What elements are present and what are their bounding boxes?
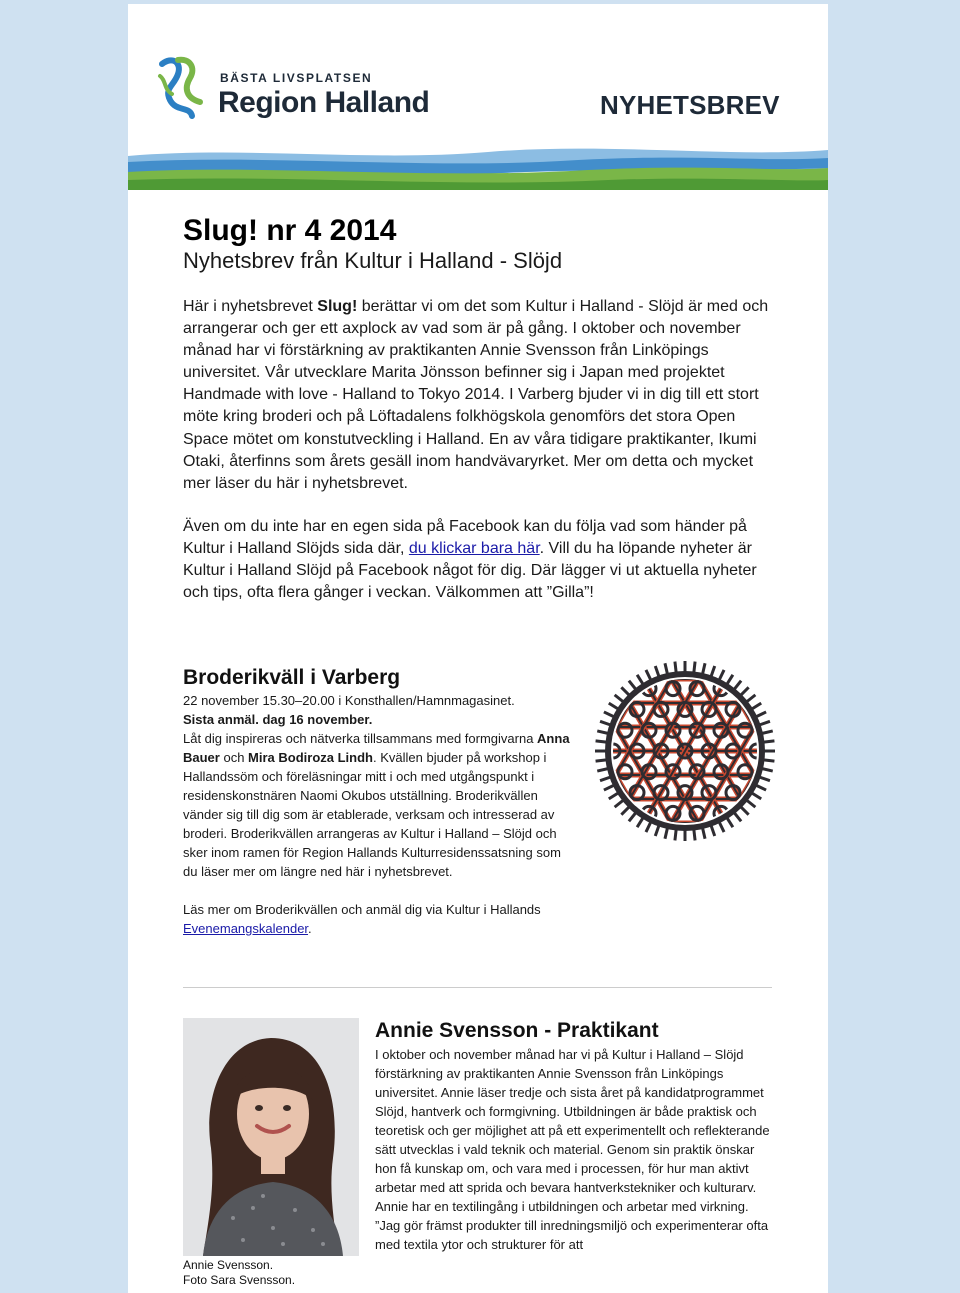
facebook-paragraph [183, 516, 783, 604]
caption-name: Annie Svensson. [183, 1258, 274, 1272]
broderi-name-mira: Mira Bodiroza Lindh [248, 750, 373, 765]
broderi-more-end: . [308, 921, 312, 936]
newsletter-page [128, 4, 828, 1293]
region-halland-logo[interactable] [156, 54, 436, 134]
annie-quote: ”Jag gör främst produkter till inredningsmiljö och experimenterar ofta med textila ytor och strukturer för att [375, 1218, 769, 1252]
annie-text [375, 1045, 775, 1254]
intro-text-rest: berättar vi om det som Kultur i Halland - Slöjd är med och arrangerar och ger ett axplock av vad som är på gång. I oktober och november månad har vi förstärkning av praktikanten Annie Svensson från Linköpings universitet. Vår utvecklare Marita Jönsson befinner sig i Japan med projektet Handmade with love - Halland to Tokyo 2014. I Varberg bjuder vi in dig till ett stort möte kring broderi och på Löftadalens folkhögskola genomförs det stora Open Space mötet om konstutveckling i Halland. En av våra tidigare praktikanter, Ikumi Otaki, återfinns som årets gesäll inom handvävaryrket. Mer om detta och mycket mer läser du här i nyhetsbrevet. [183, 298, 769, 492]
facebook-link[interactable]: du klickar bara här [408, 540, 540, 558]
annie-photo [183, 1018, 359, 1256]
broderi-and: och [219, 750, 249, 765]
caption-credit: Foto Sara Svensson. [183, 1273, 296, 1287]
newsletter-label: NYHETSBREV [600, 90, 780, 120]
broderi-body-rest: . Kvällen bjuder på workshop i Hallandssöm och föreläsningar mitt i och med utgångspunkt i residenskonstnären Naomi Okubos utställning. Broderikvällen vänder sig till dig som är etablerade, verksam och intresserad av broderi. Broderikvällen arrangeras av Kultur i Halland – Slöjd och sker inom ramen för Region Hallands Kulturresidenssatsning som du läser mer om längre ned här i nyhetsbrevet. [183, 750, 561, 879]
intro-slug-bold: Slug! [317, 298, 358, 315]
broderi-when: 22 november 15.30–20.00 i Konsthallen/Hamnmagasinet. [183, 693, 515, 708]
broderi-more-text: Läs mer om Broderikvällen och anmäl dig via Kultur i Hallands [183, 902, 541, 917]
broderi-name-anna: Anna Bauer [183, 731, 570, 765]
broderi-body [183, 729, 578, 881]
newsletter-title: Slug! nr 4 2014 [183, 214, 397, 247]
facebook-text-start: Även om du inte har en egen sida på Facebook kan du följa vad som händer på Kultur i Halland Slöjds sida där, [183, 518, 747, 558]
broderi-title: Broderikväll i Varberg [183, 666, 401, 689]
annie-title: Annie Svensson - Praktikant [375, 1019, 659, 1042]
broderi-body-start: Låt dig inspireras och nätverka tillsammans med formgivarna [183, 731, 538, 746]
intro-paragraph [183, 296, 783, 495]
facebook-text-rest: . Vill du ha löpande nyheter är Kultur i Halland Slöjd på Facebook något för dig. Där lägger vi ut aktuella nyheter och tips, ofta flera gånger i veckan. Välkommen att ”Gilla”! [183, 540, 757, 602]
section-divider [183, 987, 772, 988]
logo-org-name: Region Halland [218, 86, 430, 119]
logo-wave-icon [156, 54, 216, 124]
newsletter-subtitle: Nyhetsbrev från Kultur i Halland - Slöjd [183, 248, 563, 273]
broderi-deadline: Sista anmäl. dag 16 november. [183, 712, 373, 727]
evenemangskalender-link[interactable]: Evenemangskalender [183, 921, 309, 936]
intro-text-start: Här i nyhetsbrevet [183, 298, 318, 315]
header-banner-graphic [128, 132, 828, 190]
embroidery-image [590, 656, 780, 846]
logo-tagline: BÄSTA LIVSPLATSEN [220, 71, 373, 85]
broderi-info [183, 691, 578, 938]
annie-body: I oktober och november månad har vi på Kultur i Halland – Slöjd förstärkning av praktikanten Annie Svensson från Linköpings universitet. Annie läser tredje och sista året på kandidatprogrammet Slöjd, hantverk och formgivning. Utbildningen är både praktisk och teoretisk och ger möjlighet att på ett experimentellt och reflekterande sätt utvecklas i vald teknik och material. Genom sin praktik önskar hon få kunskap om, och vara med i processen, för hur man aktivt arbetar med att sprida och bevara hantverkstekniker och kulturarv. Annie har en textilingång i utbildningen och arbetar med virkning. [375, 1047, 770, 1214]
photo-caption [183, 1258, 295, 1288]
broderi-more [183, 900, 578, 938]
